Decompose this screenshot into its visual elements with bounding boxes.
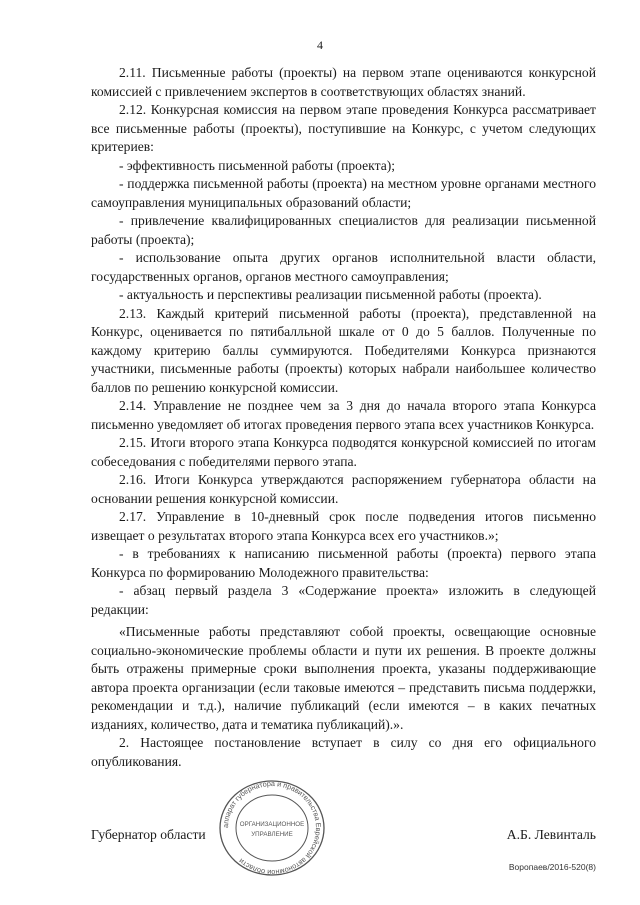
section-3-paragraph: - абзац первый раздела 3 «Содержание проекта» изложить в следующей редакции: — [91, 583, 596, 617]
document-body — [91, 64, 596, 771]
criterion-item: - актуальность и перспективы реализации письменной работы (проекта). — [119, 287, 542, 302]
stamp-center-line1: ОРГАНИЗАЦИОННОЕ — [239, 821, 305, 828]
paragraph-2-13: 2.13. Каждый критерий письменной работы (проекта), представленной на Конкурс, оценивается по пятибалльной шкале от 0 до 5 баллов. Полученные по каждому критерию баллы суммируются. Победителями Конкурса признаются участники, письменные работы (проекты) которых набрали наибольшее количество баллов по решению конкурсной комиссии. — [91, 305, 596, 395]
paragraph-2-12: 2.12. Конкурсная комиссия на первом этапе проведения Конкурса рассматривает все письменные работы (проекты), поступившие на Конкурс, с учетом следующих критериев: — [91, 102, 596, 154]
criterion-item: - эффективность письменной работы (проекта); — [119, 157, 396, 173]
criterion-item: - привлечение квалифицированных специалистов для реализации письменной работы (проекта); — [91, 213, 596, 247]
signatory-title: Губернатор области — [91, 827, 206, 842]
paragraph-2-17: 2.17. Управление в 10-дневный срок после подведения итогов письменно извещает о результатах второго этапа Конкурса всех его участников.»; — [91, 509, 596, 543]
effective-date-paragraph: 2. Настоящее постановление вступает в силу со дня его официального опубликования. — [91, 735, 596, 769]
official-stamp — [208, 778, 336, 878]
criterion-item: - использование опыта других органов исполнительной власти области, государственных органов, органов местного самоуправления; — [91, 250, 596, 284]
page-number: 4 — [317, 38, 323, 52]
signatory-name: А.Б. Левинталь — [506, 827, 596, 842]
paragraph-2-15: 2.15. Итоги второго этапа Конкурса подводятся конкурсной комиссией по итогам собеседования с победителями первого этапа. — [91, 435, 596, 469]
document-code: Воропаев/2016-520(8) — [508, 862, 596, 872]
quoted-text: «Письменные работы представляют собой проекты, освещающие основные социально-экономические проблемы области и пути их решения. В проекте должны быть отражены примерные сроки выполнения проекта, указаны поддерживающие автора проекта организации (если таковые имеются – представить письма поддержки, рекомендации и т.д.), наличие публикаций (если имеются – в каких печатных изданиях, количество, дата и тематика публикаций).». — [91, 624, 596, 732]
paragraph-2-16: 2.16. Итоги Конкурса утверждаются распоряжением губернатора области на основании решения конкурсной комиссии. — [91, 472, 596, 506]
paragraph-2-14: 2.14. Управление не позднее чем за 3 дня до начала второго этапа Конкурса письменно уведомляет об итогах проведения первого этапа всех участников Конкурса. — [91, 398, 596, 432]
requirements-paragraph: - в требованиях к написанию письменной работы (проекта) первого этапа Конкурса по формированию Молодежного правительства: — [91, 546, 596, 580]
stamp-center-line2: УПРАВЛЕНИЕ — [251, 831, 293, 838]
criterion-item: - поддержка письменной работы (проекта) на местном уровне органами местного самоуправления муниципальных образований области; — [91, 176, 596, 210]
paragraph-2-11: 2.11. Письменные работы (проекты) на первом этапе оцениваются конкурсной комиссией с привлечением экспертов в соответствующих областях знаний. — [91, 65, 596, 99]
stamp-ring-text: аппарат губернатора и правительства Еврейской автономной области — [220, 778, 324, 878]
